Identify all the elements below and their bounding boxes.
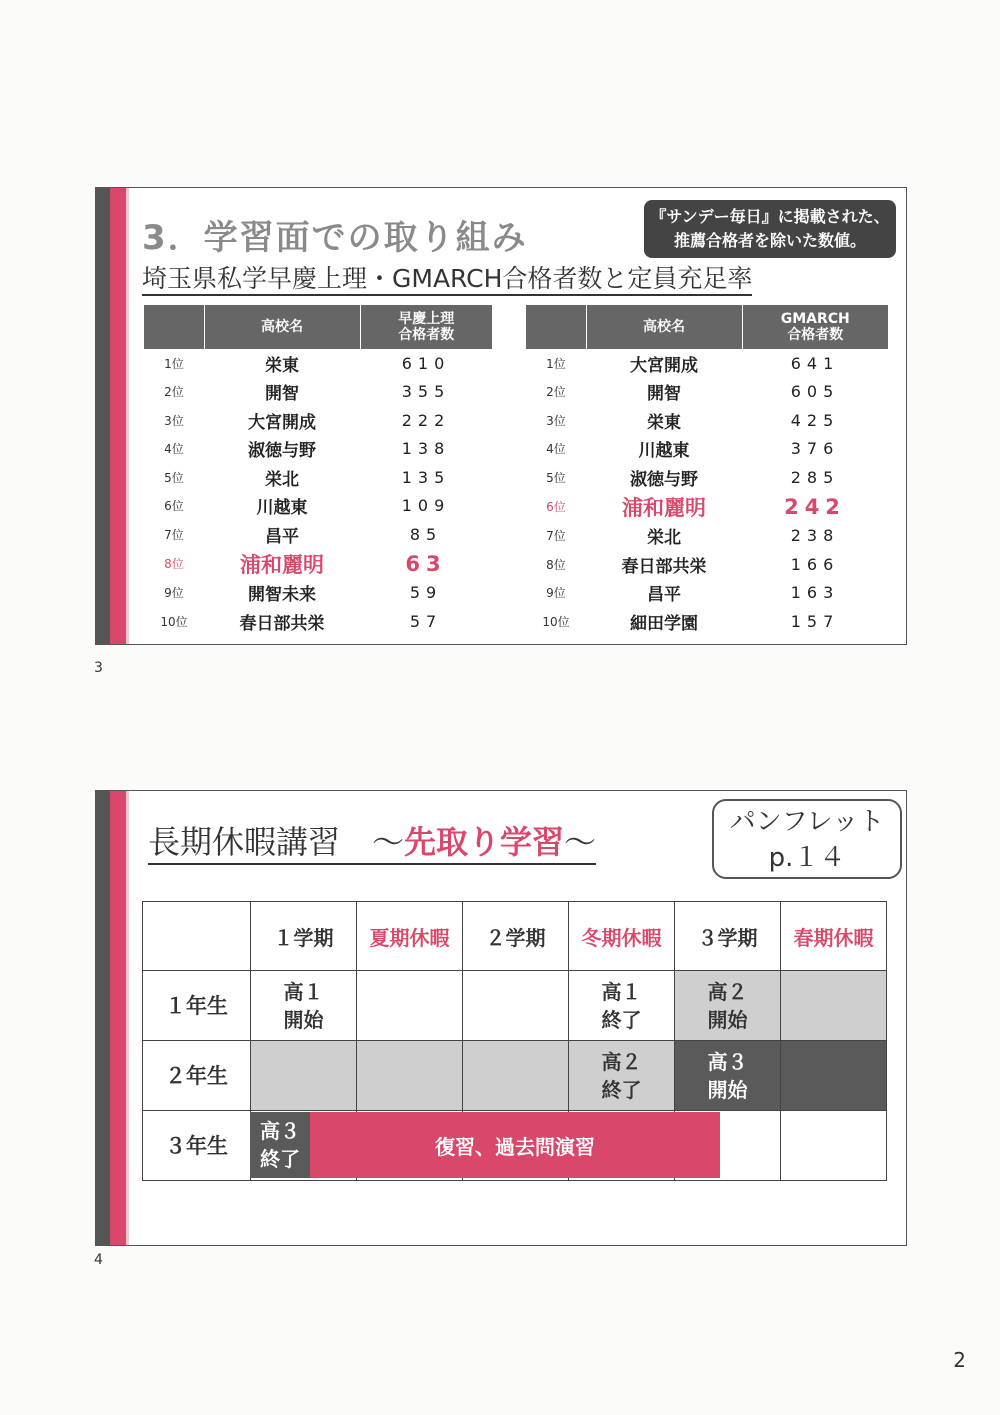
- ranking-row: [526, 378, 888, 407]
- term-header: １学期: [251, 902, 357, 971]
- ranking-row: [526, 463, 888, 492]
- ranking-row: [526, 522, 888, 551]
- count-cell: 138: [401, 439, 451, 459]
- school-name-cell: 開智: [647, 384, 681, 405]
- column-header: [526, 305, 586, 349]
- ranking-row: [526, 492, 888, 522]
- rank-cell: 9位: [164, 586, 184, 601]
- term-header: 夏期休暇: [357, 902, 463, 971]
- column-header: [144, 305, 204, 349]
- grade-label: ２年生: [143, 1041, 251, 1111]
- school-name-cell: 川越東: [256, 498, 308, 519]
- column-header: 高校名: [204, 305, 360, 349]
- rank-cell: 6位: [164, 499, 184, 514]
- school-name-cell: 栄東: [265, 355, 299, 376]
- school-name-cell: 昌平: [265, 526, 299, 547]
- count-cell: 285: [790, 467, 840, 487]
- ranking-row: [526, 607, 888, 636]
- slide-bar-thin: [126, 188, 129, 644]
- schedule-cell: [781, 971, 887, 1041]
- ranking-row: [144, 349, 492, 378]
- rank-cell: 4位: [164, 442, 184, 457]
- ranking-row: [144, 435, 492, 464]
- pamphlet-reference-box: [712, 799, 902, 879]
- source-note: [644, 200, 896, 258]
- count-cell: 63: [405, 551, 447, 576]
- schedule-cell: 高１ 開始: [251, 971, 357, 1041]
- ranking-row: [526, 435, 888, 464]
- school-name-cell: 大宮開成: [248, 412, 316, 433]
- school-name-cell: 開智: [265, 384, 299, 405]
- ranking-row: [144, 378, 492, 407]
- ranking-row: [526, 579, 888, 608]
- school-name-cell: 川越東: [638, 441, 690, 462]
- school-name-cell: 栄東: [647, 412, 681, 433]
- title-prefix: 長期休暇講習 ～: [148, 823, 405, 861]
- rank-cell: 8位: [546, 557, 566, 572]
- school-name-cell: 浦和麗明: [622, 495, 706, 520]
- term-header: ３学期: [675, 902, 781, 971]
- rank-cell: 10位: [160, 614, 188, 629]
- title-emphasis: 先取り学習: [404, 823, 565, 861]
- gmarch-ranking-table: [526, 305, 888, 636]
- schedule-cell: [781, 1111, 887, 1181]
- rank-cell: 1位: [546, 356, 566, 371]
- page-number: 2: [953, 1348, 966, 1372]
- column-header: 早慶上理 合格者数: [360, 305, 492, 349]
- slide-bar-red: [110, 188, 126, 644]
- pamphlet-page: p.１４: [768, 843, 846, 873]
- rank-cell: 5位: [164, 470, 184, 485]
- count-cell: 85: [409, 524, 443, 544]
- school-name-cell: 春日部共栄: [621, 556, 707, 577]
- column-header: GMARCH 合格者数: [742, 305, 888, 349]
- ranking-row: [526, 550, 888, 579]
- ranking-row: [144, 492, 492, 521]
- school-name-cell: 開智未来: [248, 585, 316, 606]
- count-cell: 641: [790, 353, 840, 373]
- grade3-end-cell: 高３ 終了: [250, 1112, 310, 1178]
- count-cell: 163: [790, 583, 840, 603]
- slide-bar-thin: [126, 791, 129, 1245]
- count-cell: 135: [401, 467, 451, 487]
- schedule-cell: [357, 971, 463, 1041]
- schedule-cell: 高２ 終了: [569, 1041, 675, 1111]
- ranking-row: [526, 349, 888, 378]
- ranking-row: [144, 463, 492, 492]
- school-name-cell: 栄北: [647, 528, 681, 549]
- school-name-cell: 大宮開成: [630, 355, 698, 376]
- rank-cell: 4位: [546, 442, 566, 457]
- source-note-line2: 推薦合格者を除いた数値。: [673, 231, 866, 250]
- term-header: ２学期: [463, 902, 569, 971]
- slide-title: 3．学習面での取り組み: [142, 218, 528, 258]
- title-suffix: ～: [564, 823, 597, 861]
- school-name-cell: 昌平: [647, 585, 681, 606]
- count-cell: 222: [401, 410, 451, 430]
- count-cell: 238: [790, 526, 840, 546]
- schedule-cell: 高１ 終了: [569, 971, 675, 1041]
- slide-title: [148, 821, 596, 865]
- rank-cell: 5位: [546, 470, 566, 485]
- count-cell: 166: [790, 554, 840, 574]
- schedule-cell: 高３ 開始: [675, 1041, 781, 1111]
- schedule-cell: [463, 1041, 569, 1111]
- count-cell: 376: [790, 439, 840, 459]
- slide-4: [95, 790, 907, 1246]
- term-header: 春期休暇: [781, 902, 887, 971]
- term-header: 冬期休暇: [569, 902, 675, 971]
- ranking-row: [144, 579, 492, 608]
- rank-cell: 10位: [542, 614, 570, 629]
- column-header: 高校名: [586, 305, 742, 349]
- rank-cell: 2位: [546, 385, 566, 400]
- schedule-cell: [357, 1041, 463, 1111]
- slide-number: 4: [94, 1252, 103, 1268]
- ranking-row: [144, 607, 492, 636]
- school-name-cell: 浦和麗明: [240, 552, 324, 577]
- count-cell: 605: [790, 382, 840, 402]
- schedule-cell: [463, 971, 569, 1041]
- rank-cell: 9位: [546, 586, 566, 601]
- slide-bar-dark: [96, 188, 110, 644]
- count-cell: 157: [790, 611, 840, 631]
- grade-label: １年生: [143, 971, 251, 1041]
- slide-bar-red: [110, 791, 126, 1245]
- count-cell: 425: [790, 410, 840, 430]
- corner-cell: [143, 902, 251, 971]
- rank-cell: 7位: [164, 527, 184, 542]
- school-name-cell: 淑徳与野: [630, 469, 698, 490]
- slide-3: [95, 187, 907, 645]
- ranking-row: [144, 520, 492, 549]
- rank-cell: 1位: [164, 356, 184, 371]
- school-name-cell: 淑徳与野: [248, 441, 316, 462]
- rank-cell: 6位: [546, 500, 566, 514]
- count-cell: 59: [409, 583, 443, 603]
- school-name-cell: 春日部共栄: [239, 613, 325, 634]
- slide-number: 3: [94, 660, 103, 676]
- schedule-cell: [781, 1041, 887, 1111]
- ranking-row: [526, 406, 888, 435]
- rank-cell: 3位: [164, 413, 184, 428]
- ranking-row: [144, 406, 492, 435]
- schedule-cell: [251, 1041, 357, 1111]
- count-cell: 610: [401, 353, 451, 373]
- slide-bar-dark: [96, 791, 110, 1245]
- pamphlet-label: パンフレット: [729, 807, 885, 837]
- count-cell: 355: [401, 382, 451, 402]
- grade-label: ３年生: [143, 1111, 251, 1181]
- count-cell: 57: [409, 611, 443, 631]
- rank-cell: 7位: [546, 529, 566, 544]
- schedule-table-wrap: [142, 901, 886, 1181]
- school-name-cell: 細田学園: [630, 613, 698, 634]
- review-period-bar: 復習、過去問演習: [310, 1112, 720, 1178]
- rank-cell: 3位: [546, 413, 566, 428]
- school-name-cell: 栄北: [265, 469, 299, 490]
- count-cell: 242: [784, 494, 846, 519]
- source-note-line1: 『サンデー毎日』に掲載された、: [650, 207, 890, 226]
- slide-subtitle: 埼玉県私学早慶上理・GMARCH合格者数と定員充足率: [142, 264, 752, 296]
- ranking-row: [144, 549, 492, 579]
- rank-cell: 2位: [164, 385, 184, 400]
- waseda-keio-ranking-table: [144, 305, 492, 636]
- schedule-cell: 高２ 開始: [675, 971, 781, 1041]
- rank-cell: 8位: [164, 557, 184, 571]
- count-cell: 109: [401, 496, 451, 516]
